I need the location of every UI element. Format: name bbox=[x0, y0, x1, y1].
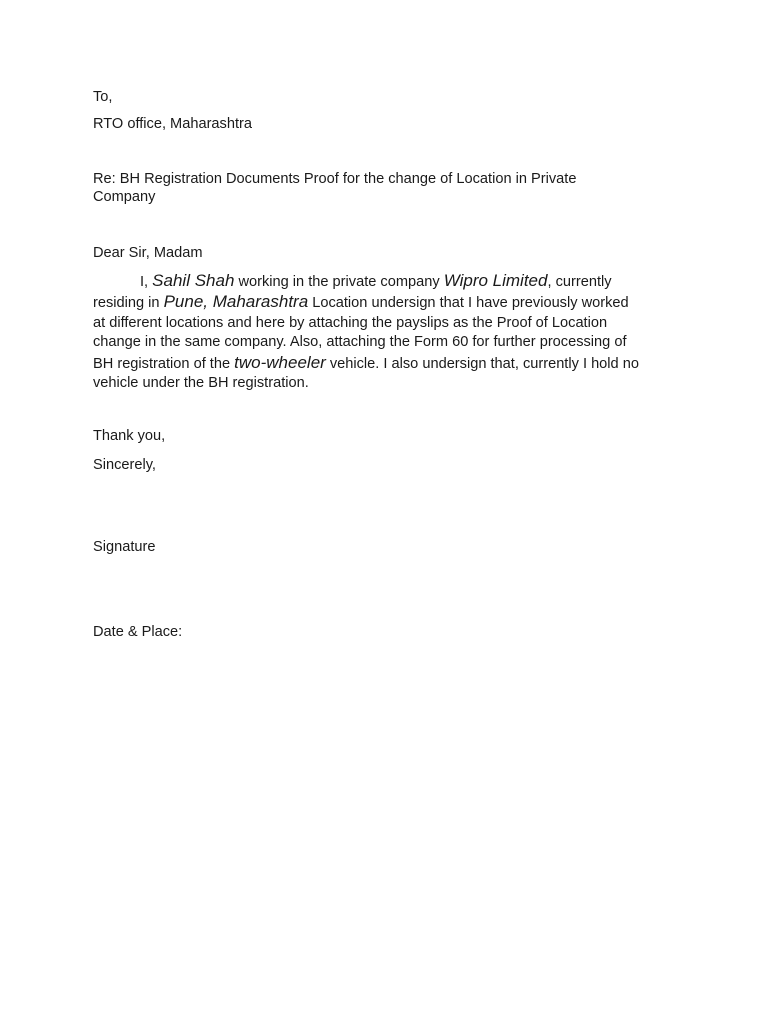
body-line-2 bbox=[93, 292, 683, 313]
body-line-5 bbox=[93, 353, 683, 374]
location-field: Pune, Maharashtra bbox=[163, 292, 309, 312]
body-text: working in the private company bbox=[234, 274, 444, 290]
body-line-3: at different locations and here by attaching the payslips as the Proof of Location bbox=[93, 314, 608, 331]
subject bbox=[93, 170, 653, 206]
body-line-4: change in the same company. Also, attaching the Form 60 for further processing of bbox=[93, 334, 627, 351]
vehicle-field: two-wheeler bbox=[234, 352, 326, 372]
body-text: BH registration of the bbox=[93, 355, 235, 372]
thanks-line: Thank you, bbox=[93, 428, 166, 444]
company-field: Wipro Limited bbox=[443, 271, 548, 290]
body-text: , currently bbox=[547, 274, 612, 290]
body-text: I, bbox=[140, 274, 153, 290]
signature-label: Signature bbox=[93, 539, 156, 555]
salutation: Dear Sir, Madam bbox=[93, 245, 203, 261]
recipient-line: RTO office, Maharashtra bbox=[93, 116, 252, 132]
name-field: Sahil Shah bbox=[152, 271, 235, 290]
closing-line: Sincerely, bbox=[93, 457, 156, 473]
body-line-6: vehicle under the BH registration. bbox=[93, 375, 309, 392]
body-paragraph bbox=[93, 271, 683, 393]
body-text: vehicle. I also undersign that, currently I hold no bbox=[325, 355, 639, 372]
date-place-label: Date & Place: bbox=[93, 624, 183, 640]
body-text: residing in bbox=[93, 295, 164, 312]
body-line-1 bbox=[93, 271, 683, 292]
subject-line-1: Re: BH Registration Documents Proof for the change of Location in Private bbox=[93, 171, 577, 187]
subject-line-2: Company bbox=[93, 189, 156, 205]
to-line: To, bbox=[93, 89, 113, 105]
body-text: Location undersign that I have previously worked bbox=[308, 295, 629, 312]
